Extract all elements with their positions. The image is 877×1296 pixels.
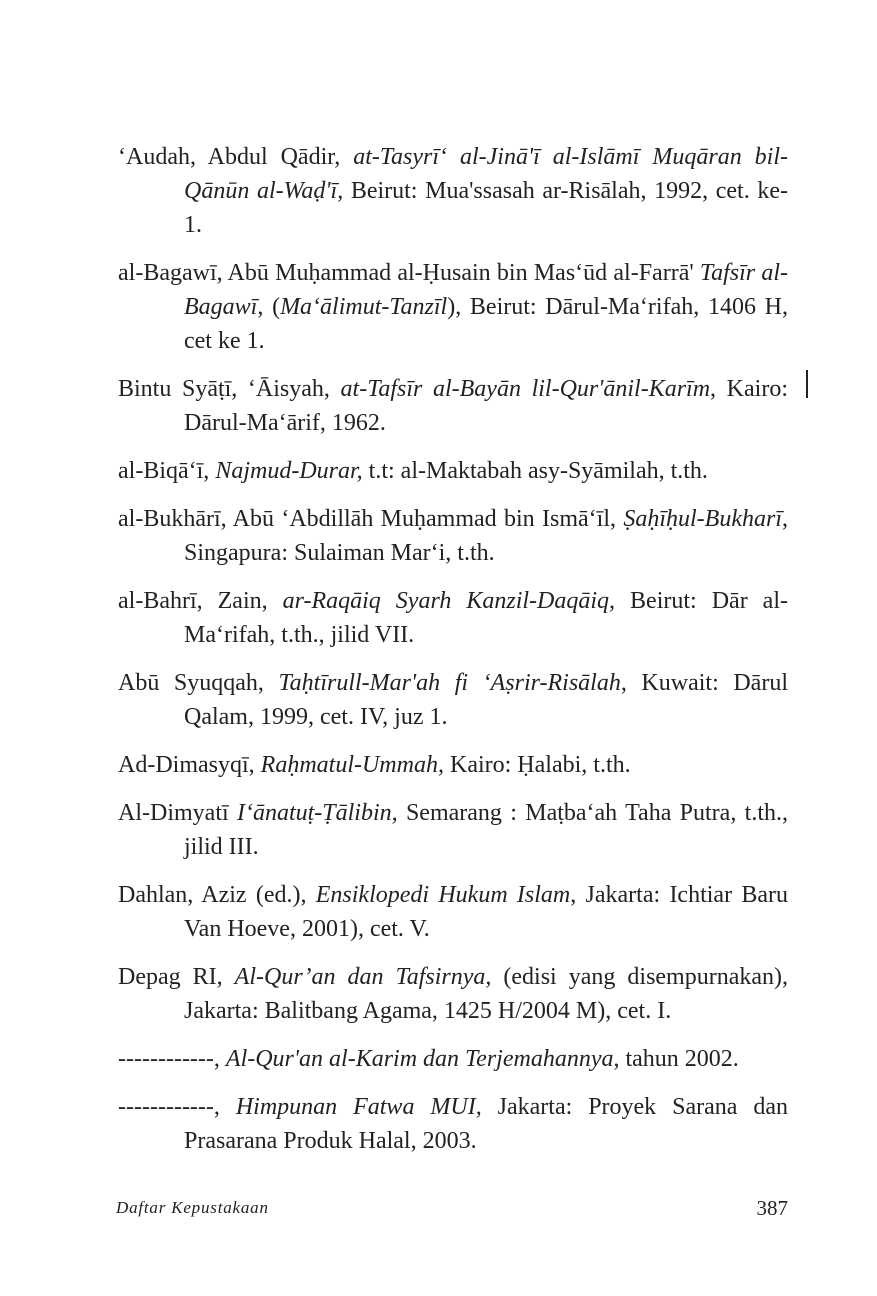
bibliography-entry <box>118 960 788 1028</box>
entry-publication: , Singapura: Sulaiman Mar‘i, t.th. <box>184 506 788 566</box>
entry-title: Himpunan Fatwa MUI, <box>235 1094 482 1120</box>
footer-section-title: Daftar Kepustakaan <box>116 1198 269 1217</box>
entry-publication: Semarang : Maṭba‘ah Taha Putra, t.th., jilid III. <box>184 800 788 860</box>
page-number: 387 <box>756 1196 788 1220</box>
entry-title: Tafsīr al-Bagawī <box>184 260 788 320</box>
entry-author: al-Bagawī, Abū Muḥammad al-Ḥusain bin Mas‘ūd al-Farrā' <box>118 260 700 286</box>
entry-publication: , Kairo: Dārul-Ma‘ārif, 1962. <box>184 376 788 436</box>
entry-author: Depag RI, <box>118 964 235 990</box>
entry-title: at-Tasyrī‘ al-Jinā'ī al-Islāmī Muqāran bil-Qānūn al-Waḍ'ī, <box>184 144 788 204</box>
entry-author: Abū Syuqqah, <box>118 670 279 696</box>
bibliography-entry <box>118 1042 788 1076</box>
entry-title: Taḥtīrull-Mar'ah fi ‘Aṣrir-Risālah <box>278 670 621 696</box>
bibliography-entry <box>118 454 788 488</box>
entry-publication: (edisi yang disempurnakan), Jakarta: Balitbang Agama, 1425 H/2004 M), cet. I. <box>184 964 789 1024</box>
entry-title: Ensiklopedi Hukum Islam <box>315 882 571 908</box>
entry-publication: , Jakarta: Ichtiar Baru Van Hoeve, 2001), cet. V. <box>184 882 788 942</box>
bibliography-entry <box>118 372 788 440</box>
entry-title: I‘ānatuṭ-Ṭālibin, <box>236 800 398 826</box>
entry-publication: ), Beirut: Dārul-Ma‘rifah, 1406 H, cet ke 1. <box>184 294 788 354</box>
bibliography-entry <box>118 1090 788 1158</box>
entry-publication: t.t: al-Maktabah asy-Syāmilah, t.th. <box>362 458 708 484</box>
entry-alt-title: Ma‘ālimut-Tanzīl <box>280 294 448 320</box>
entry-author: al-Bahrī, Zain, <box>118 588 283 614</box>
entry-publication: Beirut: Mua'ssasah ar-Risālah, 1992, cet. ke-1. <box>184 178 788 238</box>
entry-publication: , tahun 2002. <box>613 1046 739 1072</box>
entry-title: Raḥmatul-Ummah, <box>260 752 444 778</box>
entry-author: Al-Dimyatī <box>118 800 237 826</box>
change-bar-marker <box>806 370 808 398</box>
bibliography-entry <box>118 748 788 782</box>
entry-publication: , Kuwait: Dārul Qalam, 1999, cet. IV, juz 1. <box>184 670 788 730</box>
entry-publication: Beirut: Dār al-Ma‘rifah, t.th., jilid VII. <box>184 588 788 648</box>
entry-author: Dahlan, Aziz (ed.), <box>118 882 316 908</box>
bibliography-entry <box>118 878 788 946</box>
entry-author: ------------, <box>118 1094 236 1120</box>
entry-author: Bintu Syāṭī, ‘Āisyah, <box>118 376 341 402</box>
bibliography-entry <box>118 140 788 242</box>
entry-title: at-Tafsīr al-Bayān lil-Qur'ānil-Karīm <box>340 376 711 402</box>
entry-author: Ad-Dimasyqī, <box>118 752 261 778</box>
bibliography-entry <box>118 666 788 734</box>
entry-title: Al-Qur’an dan Tafsirnya, <box>234 964 492 990</box>
entry-author: al-Bukhārī, Abū ‘Abdillāh Muḥammad bin Ismā‘īl, <box>118 506 624 532</box>
bibliography-entry <box>118 584 788 652</box>
bibliography-entry <box>118 796 788 864</box>
entry-author: ------------, <box>118 1046 226 1072</box>
entry-publication: Jakarta: Proyek Sarana dan Prasarana Produk Halal, 2003. <box>184 1094 789 1154</box>
bibliography-entry <box>118 256 788 358</box>
entry-author: al-Biqā‘ī, <box>118 458 216 484</box>
bibliography-entry <box>118 502 788 570</box>
entry-author: ‘Audah, Abdul Qādir, <box>118 144 354 170</box>
entry-title: ar-Raqāiq Syarh Kanzil-Daqāiq, <box>282 588 616 614</box>
entry-title: Ṣaḥīḥul-Bukharī <box>623 506 782 532</box>
entry-title: Najmud-Durar, <box>215 458 363 484</box>
entry-publication: Kairo: Ḥalabi, t.th. <box>443 752 631 778</box>
bibliography-list <box>118 140 788 1172</box>
entry-publication: , ( <box>257 294 281 320</box>
entry-title: Al-Qur'an al-Karim dan Terjemahannya <box>225 1046 614 1072</box>
